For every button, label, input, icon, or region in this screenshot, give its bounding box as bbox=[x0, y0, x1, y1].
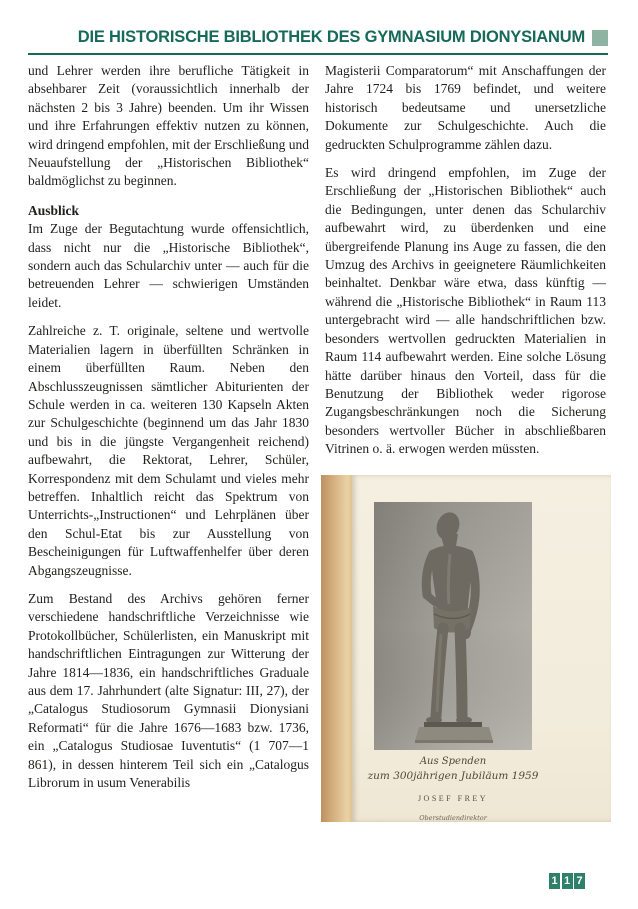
paragraph: Magisterii Comparatorum“ mit Anschaffungen der Jahre 1724 bis 1769 befindet, und weitere historisch bedeutsame und unersetzliche Dokumente zur Schulgeschichte. Auch die gedruckten Schulprogramme zählen dazu. bbox=[325, 63, 606, 152]
page-title: DIE HISTORISCHE BIBLIOTHEK DES GYMNASIUM DIONYSIANUM bbox=[77, 28, 585, 46]
caption-credit-name: JOSEF FREY bbox=[417, 793, 489, 803]
page-number-digit: 1 bbox=[549, 873, 560, 889]
page-header bbox=[28, 28, 608, 55]
paragraph: Zum Bestand des Archivs gehören ferner verschiedene handschriftliche Verzeichnisse wie Protokollbücher, Schülerlisten, ein Manuskript mit handschriftlichen Eintragungen zur Witterung der Jahre 1814—1836, ein handschriftliches Graduale aus dem 17. Jahrhundert (alte Signatur: III, 27), der „Catalogus Studiosorum Gymnasii Dionysiani Reformati“ für die Jahre 1676—1683 bzw. 1736, ein „Catalogus Studiosae Iuventutis“ (1 707—1 861), in dessen hinterem Teil sich ein „Catalogus Librorum in usum Venerabilis bbox=[28, 590, 309, 791]
right-column bbox=[325, 62, 606, 822]
paragraph: und Lehrer werden ihre berufliche Tätigkeit in absehbarer Zeit (voraussichtlich innerhalb der nächsten 2 bis 3 Jahre) beenden. Um ihr Wissen und ihre Erfahrungen effektiv nutzen zu können, wird dringend empfohlen, mit der Erschließung und Neuaufstellung der „Historischen Bibliothek“ baldmöglichst zu beginnen. bbox=[28, 63, 309, 189]
header-accent-square-icon bbox=[592, 30, 608, 46]
book-page bbox=[352, 475, 611, 822]
left-column bbox=[28, 62, 309, 822]
caption-line-1: Aus Spenden bbox=[419, 755, 487, 767]
book-page-photo-inset bbox=[321, 475, 611, 822]
page-number-digit: 1 bbox=[562, 873, 573, 889]
paragraph: Im Zuge der Begutachtung wurde offensichtlich, dass nicht nur die „Historische Bibliothek“, sondern auch das Schularchiv unter — auch für die betreuenden Lehrer — schwierigen Umständen leidet. bbox=[28, 221, 309, 310]
section-heading-ausblick: Ausblick bbox=[28, 202, 80, 218]
header-divider bbox=[28, 53, 608, 55]
caption-credit-role: Oberstudiendirektor bbox=[419, 813, 487, 822]
paragraph: Zahlreiche z. T. originale, seltene und wertvolle Materialien lagern in überfüllten Schränken in einem überfüllten Raum. Neben den Abschlusszeugnissen sämtlicher Abiturienten der Schule werden in ca. weiteren 130 Kapseln Akten zur Schulgeschichte (beginnend um das Jahr 1830 und bis in die jüngste Vergangenheit reichend) aufbewahrt, die Rektorat, Lehrer, Schüler, Korrespondenz mit dem Schulamt und vieles mehr betreffen. Inhaltlich reicht das Spektrum von Unterrichts-„Instructionen“ und Lehrplänen über den Schul-Etat bis zur Ausstellung von Bescheinigungen für Luftwaffenhelfer über deren Abgangszeugnisse. bbox=[28, 323, 309, 578]
caption-line-2: zum 300jährigen Jubiläum 1959 bbox=[367, 769, 539, 782]
page-number bbox=[549, 873, 585, 889]
article-body bbox=[28, 62, 608, 822]
photo-caption bbox=[364, 756, 542, 828]
book-gutter-edge bbox=[321, 475, 352, 822]
statue-photo bbox=[374, 502, 532, 750]
page-number-digit: 7 bbox=[574, 873, 585, 889]
paragraph: Es wird dringend empfohlen, im Zuge der Erschließung der „Historischen Bibliothek“ auch die Bedingungen, unter denen das Schularchiv aufbewahrt wird, zu überdenken und eine übergreifende Planung ins Auge zu fassen, die den Umzug des Archivs in geeignetere Räumlichkeiten beinhaltet. Denkbar wäre etwa, dass künftig — während die „Historische Bibliothek“ in Raum 113 untergebracht wird — alle handschriftlichen bzw. besonders wertvollen gedruckten Materialien in Raum 114 aufbewahrt werden. Eine solche Lösung hätte darüber hinaus den Vorteil, dass für die Benutzung der Bibliothek weder rigorose Zugangsbeschränkungen noch die Sicherung besonders wertvoller Bücher in abschließbaren Vitrinen o. ä. erwogen werden müssten. bbox=[325, 165, 606, 457]
